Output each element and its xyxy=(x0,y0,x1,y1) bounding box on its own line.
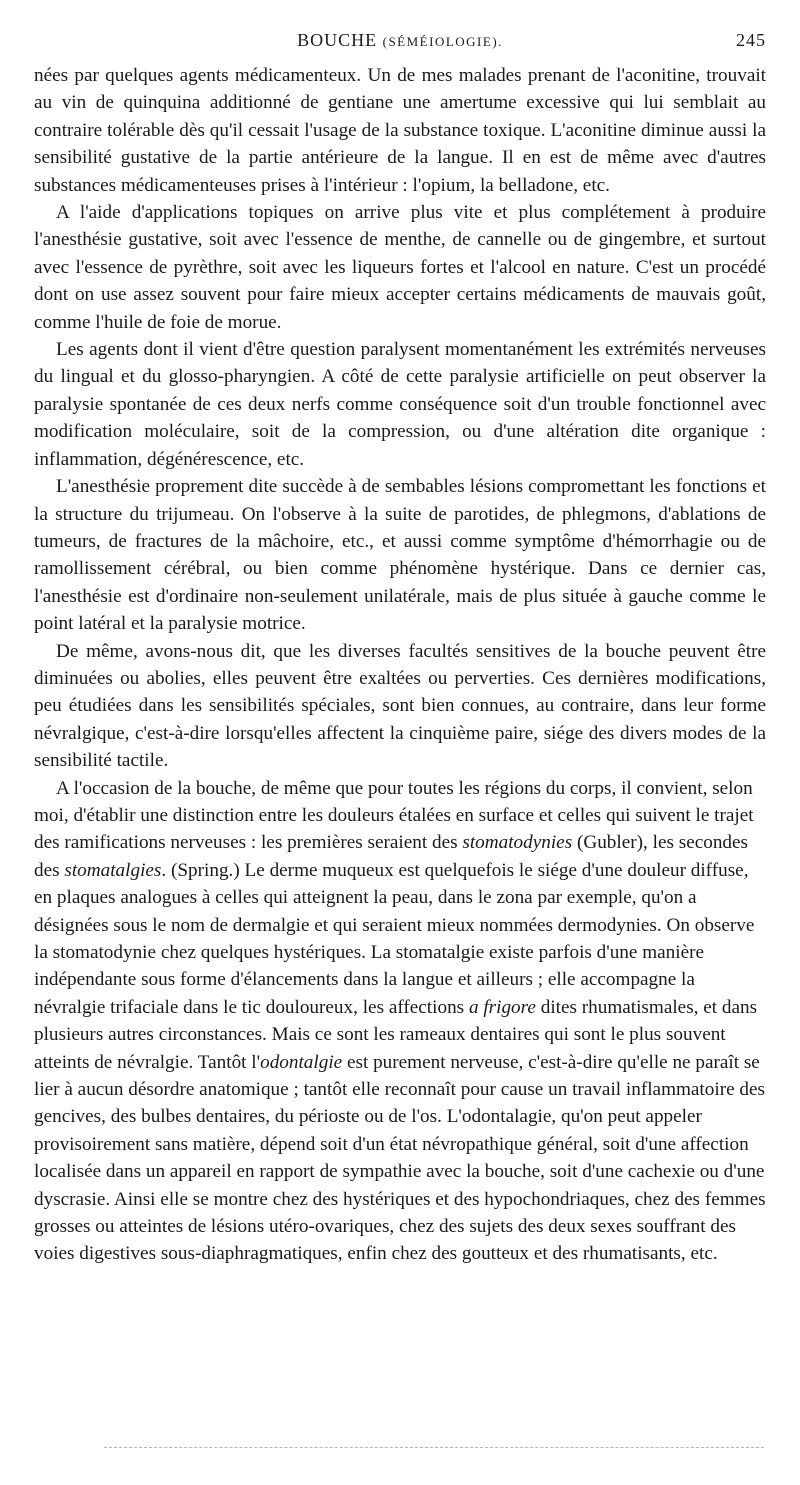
header-title: BOUCHE xyxy=(297,30,378,50)
header-subtitle: (SÉMÉIOLOGIE). xyxy=(382,34,503,49)
paragraph-4: L'anesthésie proprement dite succède à de sembables lésions compromettant les fonctions et la structure du trijumeau. On l'observe à la suite de parotides, de phlegmons, d'ablations de tumeurs, de fractures de la mâchoire, etc., et aussi comme symptôme d'hémorrhagie ou de ramollissement cérébral, ou bien comme phénomène hystérique. Dans ce dernier cas, l'anesthésie est d'ordinaire non-seulement unilatérale, mais de plus située à gauche comme le point latéral et la paralysie motrice. xyxy=(34,476,766,635)
bleed-through-rule xyxy=(104,1447,764,1448)
running-title xyxy=(34,30,766,51)
paragraph-1: nées par quelques agents médicamenteux. Un de mes malades prenant de l'aconitine, trouvait au vin de quinquina additionné de gentiane une amertume excessive qui lui semblait au contraire tolérable dès qu'il cessait l'usage de la substance toxique. L'aconitine diminue aussi la sensibilité gustative de la partie antérieure de la langue. Il en est de même avec d'autres substances médicamenteuses prises à l'intérieur : l'opium, la belladone, etc. xyxy=(34,65,766,196)
paragraph-6-text-3: . (Spring.) Le derme muqueux est quelquefois le siége d'une douleur diffuse, en plaques analogues à celles qui atteignent la peau, dans le zona par exemple, qu'on a désignées sous le nom de dermalgie et qui seraient mieux nommées dermodynies. On observe la stomatodynie chez quelques hystériques. La stomatalgie existe parfois d'une manière indépendante sous forme d'élancements dans la langue et ailleurs ; elle accompagne la névralgie trifaciale dans le tic douloureux, les affections xyxy=(34,859,755,1018)
book-page xyxy=(34,28,766,1268)
paragraph-6-text-1: A l'occasion de la bouche, de même que pour toutes les régions du corps, il convient, selon moi, d'établir une distinction entre les douleurs étalées en surface et celles qui suivent le trajet des ramifications nerveuses : les premières seraient des xyxy=(34,777,754,854)
paragraph-6-text-2: (Gubler), les secondes des xyxy=(34,832,748,881)
paragraph-6-text-4: dites rhumatismales, et dans plusieurs autres circonstances. Mais ce sont les rameaux dentaires qui sont le plus souvent atteints de névralgie. Tantôt l' xyxy=(34,996,758,1073)
body-text xyxy=(34,62,766,1268)
running-header xyxy=(34,28,766,58)
paragraph-3: Les agents dont il vient d'être question paralysent momentanément les extrémités nerveuses du lingual et du glosso-pharyngien. A côté de cette paralysie artificielle on peut observer la paralysie spontanée de ces deux nerfs comme conséquence soit d'un trouble fonctionnel avec modification moléculaire, soit de la compression, ou d'une altération dite organique : inflammation, dégénérescence, etc. xyxy=(34,339,766,470)
term-a-frigore: a frigore xyxy=(468,996,536,1018)
term-stomatodynies: stomatodynies xyxy=(462,832,573,854)
term-odontalgie: odontalgie xyxy=(260,1051,343,1073)
paragraph-6-text-5: est purement nerveuse, c'est-à-dire qu'elle ne paraît se lier à aucun désordre anatomique ; tantôt elle reconnaît pour cause un travail inflammatoire des gencives, des bulbes dentaires, du périoste ou de l'os. L'odontalagie, qu'on peut appeler provisoirement sans matière, dépend soit d'un état névropathique général, soit d'une affection localisée dans un appareil en rapport de sympathie avec la bouche, soit d'une cachexie ou d'une dyscrasie. Ainsi elle se montre chez des hystériques et des hypochondriaques, chez des femmes grosses ou atteintes de lésions utéro-ovariques, chez des sujets des deux sexes souffrant des voies digestives sous-diaphragmatiques, enfin chez des goutteux et des rhumatisants, etc. xyxy=(34,1051,766,1265)
page-number: 245 xyxy=(736,30,766,50)
paragraph-2: A l'aide d'applications topiques on arrive plus vite et plus complétement à produire l'anesthésie gustative, soit avec l'essence de menthe, de cannelle ou de gingembre, et surtout avec l'essence de pyrèthre, soit avec les liqueurs fortes et l'alcool en nature. C'est un procédé dont on use assez souvent pour faire mieux accepter certains médicaments de mauvais goût, comme l'huile de foie de morue. xyxy=(34,202,766,333)
paragraph-5: De même, avons-nous dit, que les diverses facultés sensitives de la bouche peuvent être diminuées ou abolies, elles peuvent être exaltées ou perverties. Ces dernières modifications, peu étudiées dans les sensibilités spéciales, sont bien connues, au contraire, dans leur forme névralgique, c'est-à-dire lorsqu'elles affectent la cinquième paire, siége des divers modes de la sensibilité tactile. xyxy=(34,640,766,772)
paragraph-6 xyxy=(34,775,766,1268)
term-stomatalgies: stomatalgies xyxy=(64,859,162,881)
